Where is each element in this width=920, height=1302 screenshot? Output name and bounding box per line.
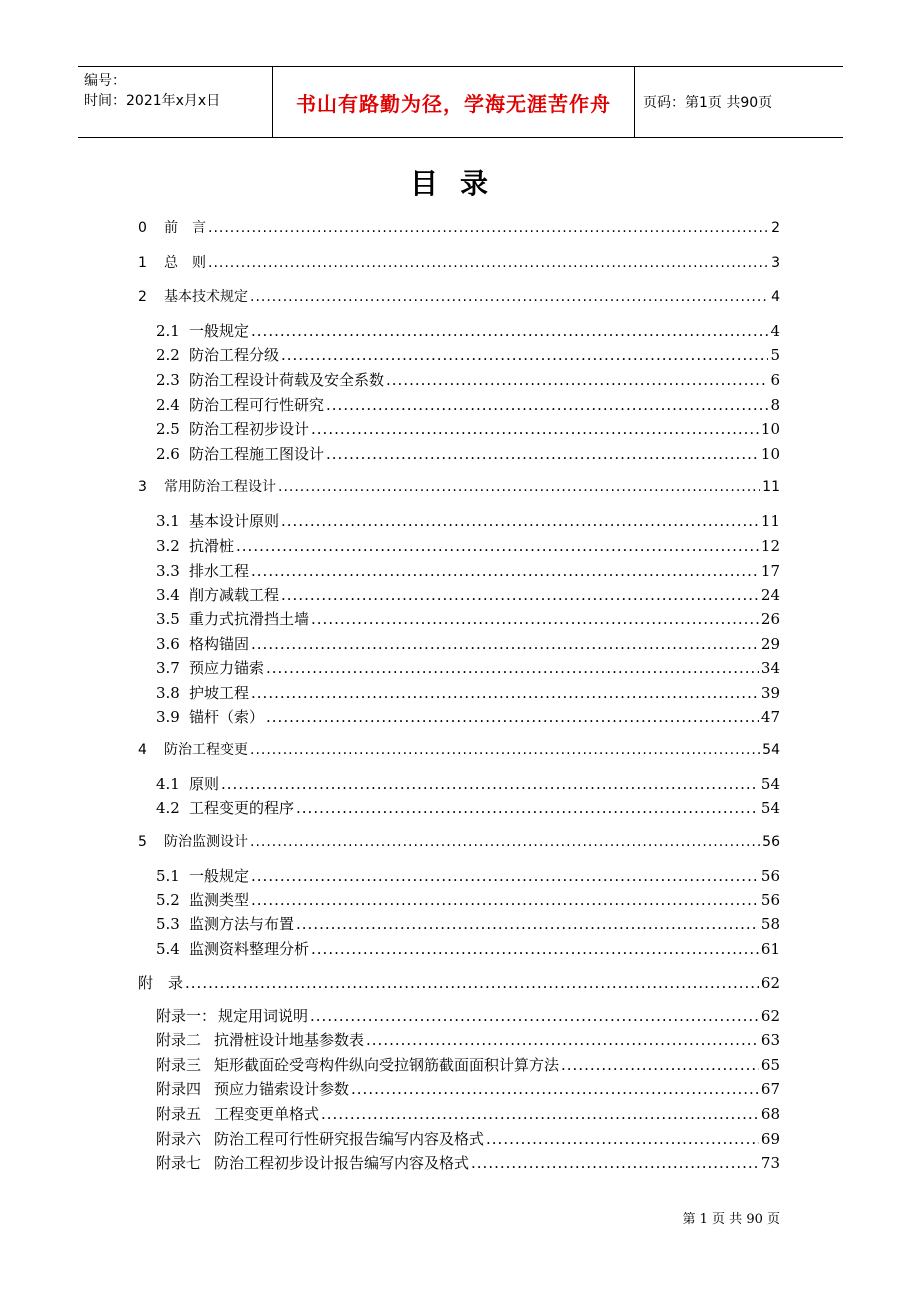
- toc-entry[interactable]: [156, 938, 780, 960]
- toc-entry[interactable]: [138, 972, 780, 994]
- toc-entry-label: 规定用词说明: [218, 1007, 309, 1025]
- toc-entry-label: 防治工程变更: [164, 742, 248, 758]
- toc-entry-label: 基本技术规定: [164, 289, 248, 305]
- toc-entry[interactable]: [138, 476, 780, 498]
- toc-leader-dots: [251, 682, 759, 704]
- toc-entry[interactable]: [156, 510, 780, 532]
- toc-entry[interactable]: [156, 633, 780, 655]
- toc-entry-page: 56: [762, 834, 780, 850]
- toc-entry-label: 排水工程: [189, 562, 250, 580]
- toc-leader-dots: [321, 1103, 759, 1125]
- toc-entry-label: 监测方法与布置: [189, 915, 295, 933]
- toc-leader-dots: [250, 831, 760, 853]
- toc-leader-dots: [266, 657, 759, 679]
- toc-leader-dots: [351, 1078, 759, 1100]
- toc-entry-label: 工程变更的程序: [189, 799, 295, 817]
- toc-entry-page: 67: [760, 1080, 780, 1098]
- toc-entry-page: 56: [760, 891, 780, 909]
- toc-entry-page: 6: [770, 371, 780, 389]
- toc-entry[interactable]: [156, 560, 780, 582]
- document-time-label: 时间：2021年x月x日: [84, 93, 221, 109]
- header-page-label: 页码：第1页 共90页: [643, 95, 773, 111]
- toc-entry-number: 3.5: [156, 610, 180, 628]
- toc-entry-number: 附录七: [156, 1154, 202, 1172]
- toc-entry[interactable]: [156, 913, 780, 935]
- toc-entry[interactable]: [156, 1054, 780, 1076]
- toc-entry-label: 工程变更单格式: [214, 1105, 320, 1123]
- toc-entry[interactable]: [156, 1078, 780, 1100]
- toc-entry-page: 11: [762, 479, 780, 495]
- toc-entry-page: 5: [770, 346, 780, 364]
- toc-leader-dots: [251, 889, 759, 911]
- toc-entry-page: 54: [760, 775, 780, 793]
- toc-entry-page: 10: [760, 445, 780, 463]
- toc-entry-label: 削方减载工程: [189, 586, 280, 604]
- toc-leader-dots: [251, 320, 768, 342]
- toc-leader-dots: [281, 584, 759, 606]
- toc-entry-page: 47: [760, 708, 780, 726]
- toc-entry-label: 一般规定: [189, 322, 250, 340]
- toc-leader-dots: [486, 1128, 759, 1150]
- toc-entry-number: 3.8: [156, 684, 180, 702]
- toc-entry-page: 61: [760, 940, 780, 958]
- toc-entry-label: 护坡工程: [189, 684, 250, 702]
- toc-entry-page: 3: [771, 255, 780, 271]
- toc-entry-number: 2.4: [156, 396, 180, 414]
- toc-entry-label: 锚杆（索）: [189, 708, 265, 726]
- toc-leader-dots: [185, 972, 759, 994]
- toc-entry-label: 防治监测设计: [164, 834, 248, 850]
- toc-entry[interactable]: [156, 394, 780, 416]
- toc-entry[interactable]: [156, 1128, 780, 1150]
- toc-entry[interactable]: [138, 286, 780, 308]
- toc-entry-number: 3.9: [156, 708, 180, 726]
- toc-entry-label: 防治工程分级: [189, 346, 280, 364]
- toc-entry[interactable]: [156, 865, 780, 887]
- toc-entry-number: 2: [138, 289, 147, 305]
- toc-leader-dots: [296, 913, 759, 935]
- toc-entry-label: 预应力锚索: [189, 659, 265, 677]
- toc-entry-page: 58: [760, 915, 780, 933]
- toc-entry-page: 8: [770, 396, 780, 414]
- toc-entry[interactable]: [156, 657, 780, 679]
- toc-entry-label: 防治工程设计荷载及安全系数: [189, 371, 385, 389]
- toc-entry-number: 5.4: [156, 940, 180, 958]
- toc-leader-dots: [221, 773, 759, 795]
- toc-entry-number: 0: [138, 220, 147, 236]
- toc-entry[interactable]: [156, 773, 780, 795]
- page-footer: 第 1 页 共 90 页: [682, 1212, 780, 1227]
- toc-entry-label: 附 录: [138, 974, 184, 992]
- toc-entry-label: 格构锚固: [189, 635, 250, 653]
- toc-leader-dots: [366, 1029, 759, 1051]
- toc-entry-label: 总 则: [164, 255, 206, 271]
- toc-entry-label: 防治工程初步设计: [189, 420, 310, 438]
- toc-leader-dots: [386, 369, 768, 391]
- toc-entry-label: 防治工程可行性研究报告编写内容及格式: [214, 1130, 485, 1148]
- toc-entry[interactable]: [138, 217, 780, 239]
- toc-entry-number: 3.4: [156, 586, 180, 604]
- toc-entry[interactable]: [156, 535, 780, 557]
- toc-entry-number: 附录三: [156, 1056, 202, 1074]
- toc-entry-page: 29: [760, 635, 780, 653]
- toc-leader-dots: [208, 252, 769, 274]
- toc-entry-number: 附录二: [156, 1031, 202, 1049]
- toc-entry-label: 前 言: [164, 220, 206, 236]
- page-header: [78, 66, 843, 138]
- toc-entry-number: 3.1: [156, 512, 180, 530]
- toc-entry[interactable]: [156, 369, 780, 391]
- toc-entry-page: 63: [760, 1031, 780, 1049]
- toc-entry-label: 监测类型: [189, 891, 250, 909]
- toc-entry[interactable]: [156, 344, 780, 366]
- toc-entry[interactable]: [156, 889, 780, 911]
- toc-entry-number: 4: [138, 742, 147, 758]
- toc-entry-page: 62: [760, 1007, 780, 1025]
- toc-entry-page: 26: [760, 610, 780, 628]
- document-number-label: 编号：: [84, 73, 126, 89]
- toc-entry[interactable]: [156, 443, 780, 465]
- toc-entry-page: 54: [762, 742, 780, 758]
- toc-entry-number: 4.1: [156, 775, 180, 793]
- toc-entry-number: 3.6: [156, 635, 180, 653]
- toc-entry-number: 附录四: [156, 1080, 202, 1098]
- toc-entry-page: 4: [770, 322, 780, 340]
- toc-leader-dots: [250, 739, 760, 761]
- toc-entry-page: 68: [760, 1105, 780, 1123]
- toc-entry[interactable]: [156, 608, 780, 630]
- toc-leader-dots: [326, 394, 768, 416]
- toc-entry-number: 2.2: [156, 346, 180, 364]
- toc-entry-number: 5.3: [156, 915, 180, 933]
- toc-entry[interactable]: [156, 1152, 780, 1174]
- toc-entry-label: 抗滑桩设计地基参数表: [214, 1031, 365, 1049]
- toc-entry-label: 监测资料整理分析: [189, 940, 310, 958]
- toc-entry-page: 11: [760, 512, 780, 530]
- toc-leader-dots: [208, 217, 769, 239]
- toc-entry-page: 12: [760, 537, 780, 555]
- toc-entry-page: 65: [760, 1056, 780, 1074]
- toc-entry-page: 73: [760, 1154, 780, 1172]
- toc-leader-dots: [311, 938, 759, 960]
- toc-leader-dots: [311, 418, 759, 440]
- toc-entry-page: 54: [760, 799, 780, 817]
- toc-entry-label: 预应力锚索设计参数: [214, 1080, 350, 1098]
- toc-entry-number: 3.3: [156, 562, 180, 580]
- header-slogan: 书山有路勤为径，学海无涯苦作舟: [273, 67, 635, 137]
- toc-leader-dots: [310, 1005, 759, 1027]
- toc-leader-dots: [281, 510, 759, 532]
- toc-entry-page: 2: [771, 220, 780, 236]
- toc-entry-number: 附录六: [156, 1130, 202, 1148]
- toc-entry-number: 附录五: [156, 1105, 202, 1123]
- toc-leader-dots: [296, 797, 759, 819]
- page-title: 目录: [409, 167, 510, 200]
- toc-entry-number: 1: [138, 255, 147, 271]
- toc-entry-label: 原则: [189, 775, 220, 793]
- toc-entry[interactable]: [156, 320, 780, 342]
- toc-leader-dots: [278, 476, 760, 498]
- toc-entry-number: 4.2: [156, 799, 180, 817]
- toc-entry-label: 常用防治工程设计: [164, 479, 276, 495]
- toc-entry[interactable]: [156, 418, 780, 440]
- toc-entry-number: 5.1: [156, 867, 180, 885]
- toc-entry-number: 3.7: [156, 659, 180, 677]
- toc-entry[interactable]: [138, 831, 780, 853]
- toc-entry[interactable]: [156, 797, 780, 819]
- header-meta: [78, 67, 273, 137]
- toc-entry-page: 62: [760, 974, 780, 992]
- toc-entry-number: 5: [138, 834, 147, 850]
- toc-entry-page: 17: [760, 562, 780, 580]
- toc-entry-label: 防治工程初步设计报告编写内容及格式: [214, 1154, 470, 1172]
- toc-entry-page: 39: [760, 684, 780, 702]
- toc-leader-dots: [236, 535, 759, 557]
- toc-entry-page: 34: [760, 659, 780, 677]
- toc-leader-dots: [561, 1054, 759, 1076]
- toc-entry[interactable]: [156, 1103, 780, 1125]
- toc-entry-page: 56: [760, 867, 780, 885]
- toc-entry[interactable]: [156, 682, 780, 704]
- toc-entry-number: 3: [138, 479, 147, 495]
- toc-leader-dots: [281, 344, 768, 366]
- toc-entry-label: 一般规定: [189, 867, 250, 885]
- toc-leader-dots: [251, 633, 759, 655]
- toc-entry[interactable]: [138, 739, 780, 761]
- toc-entry[interactable]: [156, 584, 780, 606]
- toc-entry-label: 矩形截面砼受弯构件纵向受拉钢筋截面面积计算方法: [214, 1056, 560, 1074]
- toc-leader-dots: [266, 706, 759, 728]
- toc-entry-number: 附录一：: [156, 1007, 217, 1025]
- toc-entry-number: 2.6: [156, 445, 180, 463]
- toc-entry-page: 10: [760, 420, 780, 438]
- toc-leader-dots: [250, 286, 769, 308]
- toc-entry-page: 69: [760, 1130, 780, 1148]
- toc-entry-label: 防治工程可行性研究: [189, 396, 325, 414]
- toc-leader-dots: [251, 865, 759, 887]
- toc-entry-number: 3.2: [156, 537, 180, 555]
- toc-leader-dots: [311, 608, 759, 630]
- toc-entry-number: 2.1: [156, 322, 180, 340]
- toc-entry-number: 5.2: [156, 891, 180, 909]
- toc-entry-label: 重力式抗滑挡土墙: [189, 610, 310, 628]
- toc-entry-number: 2.3: [156, 371, 180, 389]
- toc-leader-dots: [326, 443, 759, 465]
- toc-entry[interactable]: [156, 1005, 780, 1027]
- toc-entry-page: 24: [760, 586, 780, 604]
- toc-leader-dots: [471, 1152, 759, 1174]
- toc-entry[interactable]: [138, 252, 780, 274]
- toc-entry-page: 4: [771, 289, 780, 305]
- toc-entry[interactable]: [156, 1029, 780, 1051]
- toc-entry-label: 基本设计原则: [189, 512, 280, 530]
- toc-leader-dots: [251, 560, 759, 582]
- toc-entry[interactable]: [156, 706, 780, 728]
- toc-entry-label: 防治工程施工图设计: [189, 445, 325, 463]
- toc-entry-number: 2.5: [156, 420, 180, 438]
- toc-entry-label: 抗滑桩: [189, 537, 235, 555]
